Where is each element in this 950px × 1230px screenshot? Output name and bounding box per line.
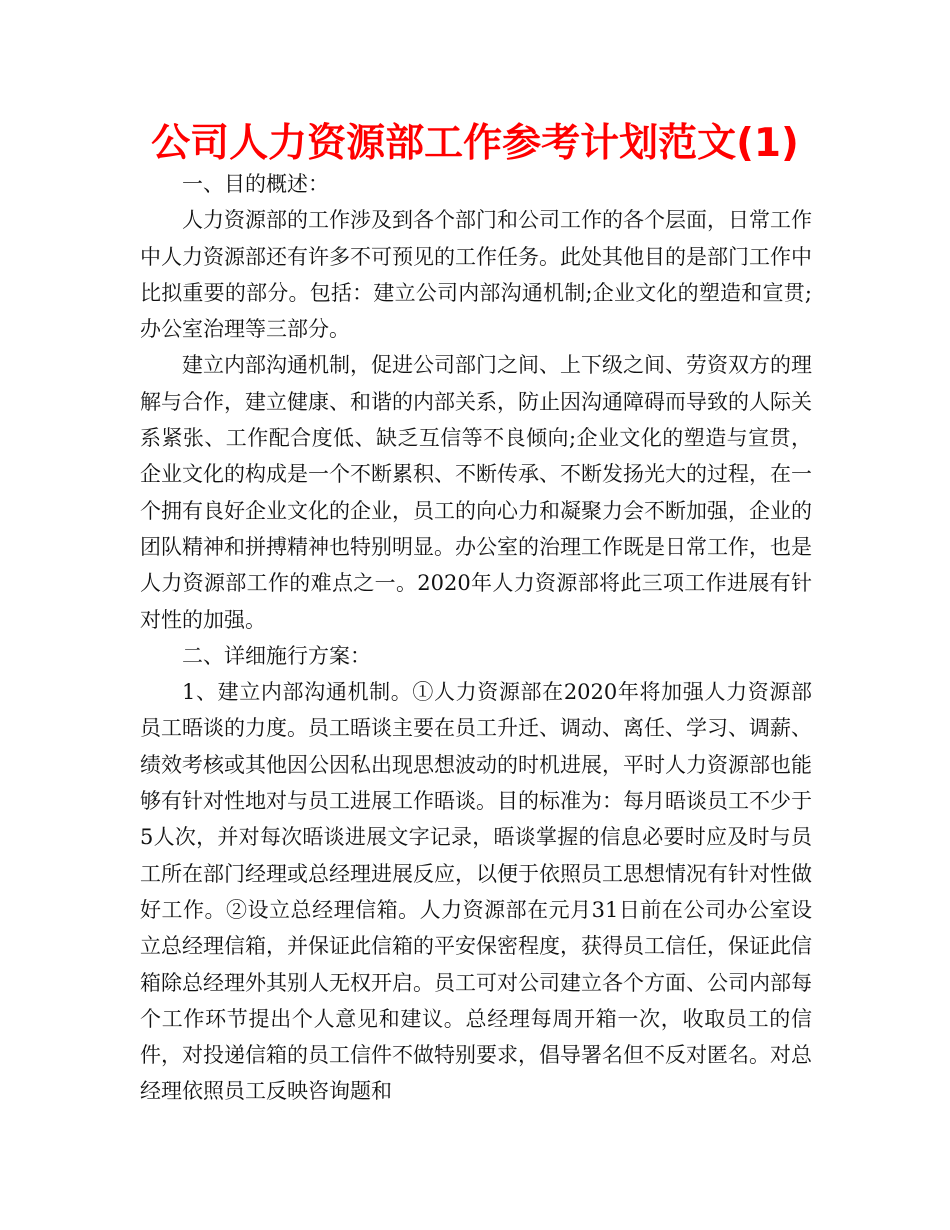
paragraph-communication: 建立内部沟通机制，促进公司部门之间、上下级之间、劳资双方的理解与合作，建立健康、和谐的内部关系，防止因沟通障碍而导致的人际关系紧张、工作配合度低、缺乏互信等不良倾向;企业文化的塑造与宣贯，企业文化的构成是一个不断累积、不断传承、不断发扬光大的过程，在一个拥有良好企业文化的企业，员工的向心力和凝聚力会不断加强，企业的团队精神和拼搏精神也特别明显。办公室的治理工作既是日常工作，也是人力资源部工作的难点之一。2020年人力资源部将此三项工作进展有针对性的加强。 — [140, 353, 812, 632]
section-heading-plan: 二、详细施行方案： — [182, 643, 371, 668]
document-title: 公司人力资源部工作参考计划范文(1) — [151, 121, 799, 166]
section-heading-objectives: 一、目的概述： — [182, 172, 329, 196]
paragraph-plan-detail: 1、建立内部沟通机制。①人力资源部在2020年将加强人力资源部员工晤谈的力度。员工晤谈主要在员工升迁、调动、离任、学习、调薪、绩效考核或其他因公因私出现思想波动的时机进展，平时人力资源部也能够有针对性地对与员工进展工作晤谈。目的标准为：每月晤谈员工不少于5人次，并对每次晤谈进展文字记录，晤谈掌握的信息必要时应及时与员工所在部门经理或总经理进展反应，以便于依照员工思想情况有针对性做好工作。②设立总经理信箱。人力资源部在元月31日前在公司办公室设立总经理信箱，并保证此信箱的平安保密程度，获得员工信任，保证此信箱除总经理外其别人无权开启。员工可对公司建立各个方面、公司内部每个工作环节提出个人意见和建议。总经理每周开箱一次，收取员工的信件，对投递信箱的员工信件不做特别要求，倡导署名但不反对匿名。对总经理依照员工反映咨询题和 — [140, 680, 812, 1104]
paragraph-overview: 人力资源部的工作涉及到各个部门和公司工作的各个层面，日常工作中人力资源部还有许多不可预见的工作任务。此处其他目的是部门工作中比拟重要的部分。包括：建立公司内部沟通机制;企业文化的塑造和宣贯;办公室治理等三部分。 — [140, 208, 812, 342]
document-body — [140, 166, 812, 1110]
